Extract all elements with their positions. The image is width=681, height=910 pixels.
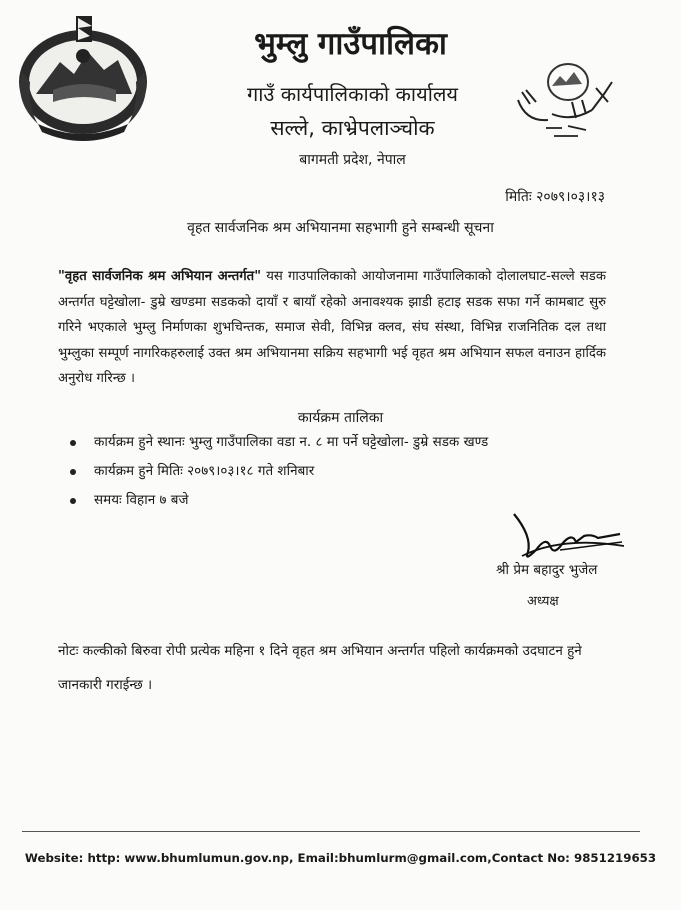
list-item: कार्यक्रम हुने स्थानः भुम्लु गाउँपालिका वडा न. ८ मा पर्ने घट्टेखोला- डुम्रे सडक खण्ड [68,428,488,457]
notice-footnote: नोटः कल्कीको बिरुवा रोपी प्रत्येक महिना १ दिने वृहत श्रम अभियान अन्तर्गत पहिलो कार्यक्रमको उदघाटन हुने जानकारी गराईन्छ । [58,643,582,693]
notice-date: मितिः २०७९।०३।१३ [505,189,605,205]
contact-footer: Website: http: www.bhumlumun.gov.np, Email:bhumlurm@gmail.com,Contact No: 9851219653 [24,851,657,865]
list-item: कार्यक्रम हुने मितिः २०७९।०३।१८ गते शनिबार [68,457,488,486]
list-item: समयः विहान ७ बजे [68,486,488,515]
footer-divider [22,831,640,832]
signatory-title: अध्यक्ष [527,594,559,609]
signatory-name: श्री प्रेम बहादुर भुजेल [496,562,598,578]
municipality-name: भुम्लु गाउँपालिका [254,26,447,62]
office-name: गाउँ कार्यपालिकाको कार्यालय [246,82,459,106]
notice-subject: वृहत सार्वजनिक श्रम अभियानमा सहभागी हुने सम्बन्धी सूचना [187,220,494,236]
province-name: बागमती प्रदेश, नेपाल [299,152,406,168]
notice-body-lead: "वृहत सार्वजनिक श्रम अभियान अन्तर्गत" [58,269,262,284]
office-location: सल्ले, काभ्रेपलाञ्चोक [270,116,435,140]
program-schedule-title: कार्यक्रम तालिका [297,410,384,426]
notice-body-text: यस गाउपालिकाको आयोजनामा गाउँपालिकाको दोलालघाट-सल्ले सडक अन्तर्गत घट्टेखोला- डुम्रे खण्डमा सडकको दायाँ र बायाँ रहेको अनावश्यक झाडी हटाइ सडक सफा गर्ने कामबाट सुरु गरिने भएकाले भुम्लु निर्माणका शुभचिन्तक, समाज सेवी, विभिन्न क्लव, संघ संस्था, विभिन्न राजनितिक दल तथा भुम्लुका सम्पूर्ण नागरिकहरुलाई उक्त श्रम अभियानमा सक्रिय सहभागी भई वृहत श्रम अभियान सफल वनाउन हार्दिक अनुरोध गरिन्छ । [58,269,606,386]
program-schedule-list [68,428,488,515]
notice-body [58,264,606,392]
handwritten-signature [502,506,632,566]
